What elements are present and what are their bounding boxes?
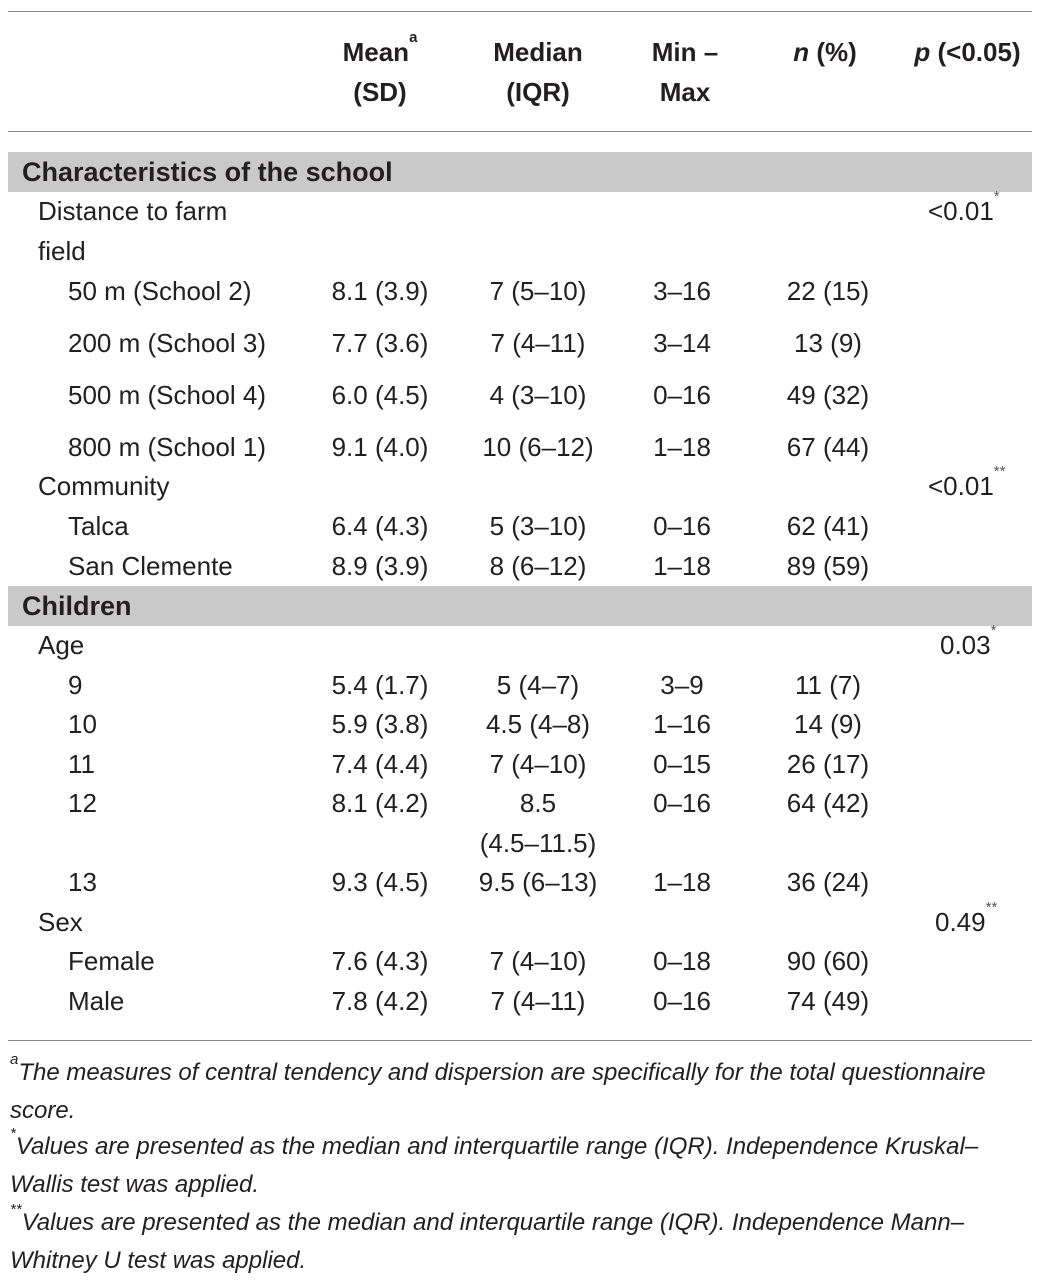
header-mean: Mean$^a$ (SD) [342, 29, 418, 107]
section-band-children [8, 586, 1032, 626]
row-minmax: 0–15 [653, 749, 711, 779]
row-minmax: 3–14 [653, 328, 711, 358]
row-minmax: 0–16 [653, 380, 711, 410]
header-rule [8, 131, 1032, 132]
row-mean: 6.0 (4.5) [331, 380, 429, 410]
section-title-children: Children [22, 591, 132, 621]
row-minmax: 3–9 [660, 670, 704, 700]
row-n: 67 (44) [786, 432, 870, 462]
row-median: 7 (4–11) [490, 986, 586, 1016]
row-label: 10 [68, 709, 97, 739]
row-mean: 9.3 (4.5) [331, 867, 429, 897]
row-mean: 8.1 (4.2) [331, 788, 429, 818]
sex-p-value: 0.49** [935, 899, 998, 937]
row-minmax: 1–16 [653, 709, 711, 739]
bottom-rule [8, 1040, 1032, 1041]
row-label: Female [68, 946, 155, 976]
row-mean: 9.1 (4.0) [331, 432, 429, 462]
row-label: 200 m (School 3) [68, 328, 266, 358]
row-median: 7 (4–10) [489, 946, 587, 976]
row-label: 800 m (School 1) [68, 432, 266, 462]
row-mean: 5.4 (1.7) [331, 670, 429, 700]
row-median-cont: (4.5–11.5) [479, 828, 597, 858]
age-p-value: 0.03* [940, 622, 997, 660]
age-label: Age [38, 630, 85, 660]
row-minmax: 1–18 [653, 432, 711, 462]
row-mean: 7.8 (4.2) [331, 986, 429, 1016]
community-p-value: <0.01** [928, 463, 1006, 501]
row-median: 9.5 (6–13) [478, 867, 598, 897]
section-title-school: Characteristics of the school [22, 157, 393, 187]
header-median: Median (IQR) [493, 37, 583, 107]
distance-label-cont: field [38, 236, 86, 266]
row-n: 22 (15) [786, 276, 870, 306]
header-n-percent: n (%) [793, 37, 857, 67]
row-mean: 7.4 (4.4) [331, 749, 429, 779]
row-label: 50 m (School 2) [68, 276, 252, 306]
row-mean: 7.7 (3.6) [331, 328, 429, 358]
row-minmax: 3–16 [653, 276, 711, 306]
row-mean: 8.1 (3.9) [331, 276, 429, 306]
row-mean: 8.9 (3.9) [331, 551, 429, 581]
row-median: 4.5 (4–8) [485, 709, 591, 739]
header-minmax: Min – Max [651, 37, 719, 107]
row-median: 7 (4–10) [489, 749, 587, 779]
distance-p-value: <0.01* [928, 188, 1000, 226]
row-label: 13 [68, 867, 97, 897]
row-n: 74 (49) [786, 986, 870, 1016]
footnote-a: $^a$The measures of central tendency and dispersion are specifically for the total questionnaire score. [10, 1051, 986, 1124]
row-median: 8.5 [519, 788, 557, 818]
row-minmax: 0–18 [653, 946, 711, 976]
row-minmax: 1–18 [653, 867, 711, 897]
row-median: 7 (4–11) [490, 328, 586, 358]
row-label: Male [68, 986, 125, 1016]
distance-label: Distance to farm [38, 196, 228, 226]
community-label: Community [38, 471, 170, 501]
row-n: 49 (32) [786, 380, 870, 410]
row-n: 26 (17) [786, 749, 870, 779]
row-label: 12 [68, 788, 97, 818]
row-minmax: 0–16 [653, 788, 711, 818]
row-label: Talca [68, 511, 129, 541]
row-n: 62 (41) [786, 511, 870, 541]
row-n: 36 (24) [786, 867, 870, 897]
row-mean: 5.9 (3.8) [331, 709, 429, 739]
row-label: 9 [68, 670, 83, 700]
row-n: 89 (59) [786, 551, 870, 581]
row-minmax: 1–18 [653, 551, 711, 581]
row-minmax: 0–16 [653, 986, 711, 1016]
row-n: 11 (7) [795, 670, 861, 700]
row-n: 90 (60) [786, 946, 870, 976]
row-mean: 6.4 (4.3) [331, 511, 429, 541]
row-median: 7 (5–10) [489, 276, 587, 306]
row-median: 5 (4–7) [496, 670, 580, 700]
row-label: 11 [68, 749, 95, 779]
footnote-single-star: *Values are presented as the median and interquartile range (IQR). Independence Kruskal–Wallis test was applied. [10, 1125, 979, 1198]
row-median: 8 (6–12) [489, 551, 587, 581]
row-median: 4 (3–10) [489, 380, 587, 410]
row-minmax: 0–16 [653, 511, 711, 541]
row-mean: 7.6 (4.3) [331, 946, 429, 976]
footnote-double-star: **Values are presented as the median and interquartile range (IQR). Independence Mann–Whitney U test was applied. [10, 1201, 965, 1274]
row-median: 10 (6–12) [482, 432, 594, 462]
top-rule [8, 11, 1032, 12]
row-n: 64 (42) [786, 788, 870, 818]
row-label: San Clemente [68, 551, 233, 581]
section-band-school [8, 152, 1032, 192]
row-n: 14 (9) [794, 709, 862, 739]
row-median: 5 (3–10) [489, 511, 587, 541]
row-label: 500 m (School 4) [68, 380, 266, 410]
header-p-value: p (<0.05) [914, 37, 1021, 67]
sex-label: Sex [38, 907, 83, 937]
row-n: 13 (9) [794, 328, 862, 358]
